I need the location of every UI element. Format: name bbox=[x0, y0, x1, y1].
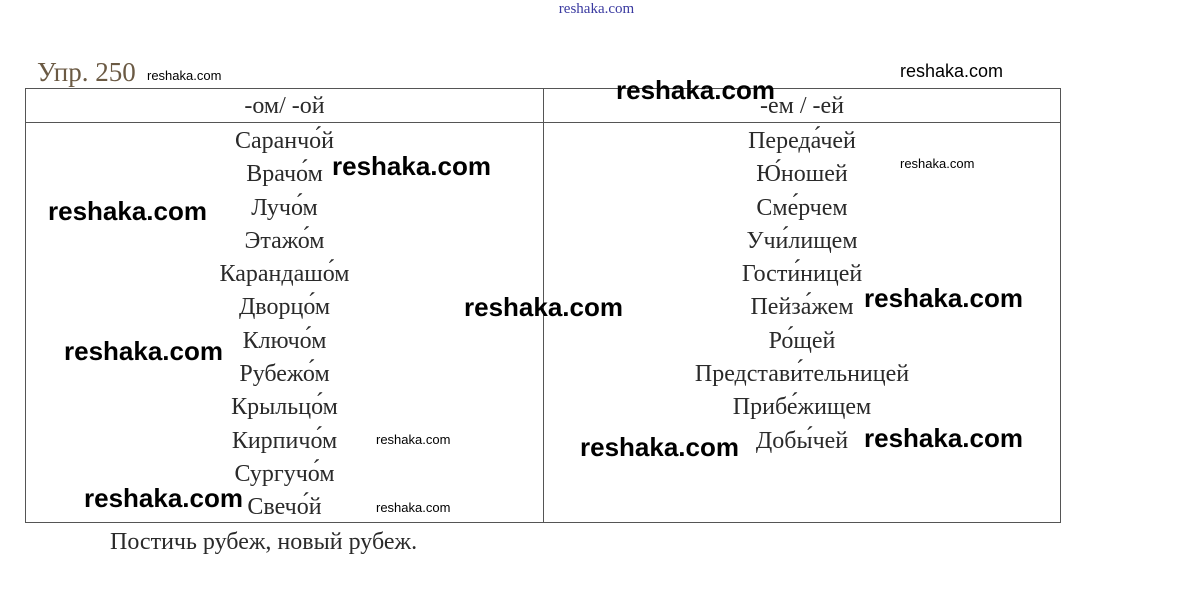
header-em-ey: -ем / -ей bbox=[760, 93, 844, 119]
list-item: Гости́ницей bbox=[741, 261, 863, 288]
list-item: Сме́рчем bbox=[756, 194, 848, 221]
list-item: Переда́чей bbox=[748, 128, 856, 154]
list-item: Добы́чей bbox=[755, 427, 849, 454]
list-item: Ключо́м bbox=[242, 327, 327, 354]
watermark: reshaka.com bbox=[864, 283, 1023, 313]
footer-phrase: Постичь рубеж, новый рубеж. bbox=[110, 529, 418, 555]
watermark: reshaka.com bbox=[900, 156, 975, 171]
list-item: Пейза́жем bbox=[750, 294, 854, 321]
watermark: reshaka.com bbox=[376, 500, 451, 515]
watermark: reshaka.com bbox=[332, 151, 491, 181]
watermark: reshaka.com bbox=[580, 432, 739, 462]
list-item: Рубежо́м bbox=[239, 361, 330, 388]
watermark: reshaka.com bbox=[864, 423, 1023, 453]
list-item: Сургучо́м bbox=[234, 460, 335, 487]
list-item: Ю́ношей bbox=[756, 161, 848, 188]
watermark: reshaka.com bbox=[64, 336, 223, 366]
header-om-oy: -ом/ -ой bbox=[244, 93, 325, 119]
list-item: Этажо́м bbox=[244, 227, 325, 254]
list-item: Лучо́м bbox=[251, 194, 318, 221]
watermark: reshaka.com bbox=[376, 432, 451, 447]
watermark: reshaka.com bbox=[616, 75, 775, 105]
list-item: Саранчо́й bbox=[234, 128, 335, 154]
watermark: reshaka.com bbox=[464, 292, 623, 322]
list-item: Свечо́й bbox=[247, 494, 322, 521]
list-item: Прибе́жищем bbox=[732, 394, 872, 421]
watermark: reshaka.com bbox=[84, 483, 243, 513]
exercise-title: Упр. 250 bbox=[37, 57, 136, 87]
list-item: Дворцо́м bbox=[238, 294, 331, 321]
watermark: reshaka.com bbox=[900, 61, 1004, 81]
list-item: Крыльцо́м bbox=[231, 394, 338, 421]
list-item: Карандашо́м bbox=[219, 261, 350, 288]
watermark: reshaka.com bbox=[48, 196, 207, 226]
site-header-link[interactable]: reshaka.com bbox=[558, 1, 635, 17]
list-item: Кирпичо́м bbox=[231, 427, 338, 454]
list-item: Учи́лищем bbox=[746, 227, 858, 254]
list-item: Ро́щей bbox=[768, 327, 836, 354]
watermark: reshaka.com bbox=[147, 68, 222, 83]
list-item: Представи́тельницей bbox=[694, 361, 910, 388]
left-word-list bbox=[26, 125, 543, 525]
list-item: Врачо́м bbox=[246, 161, 323, 188]
